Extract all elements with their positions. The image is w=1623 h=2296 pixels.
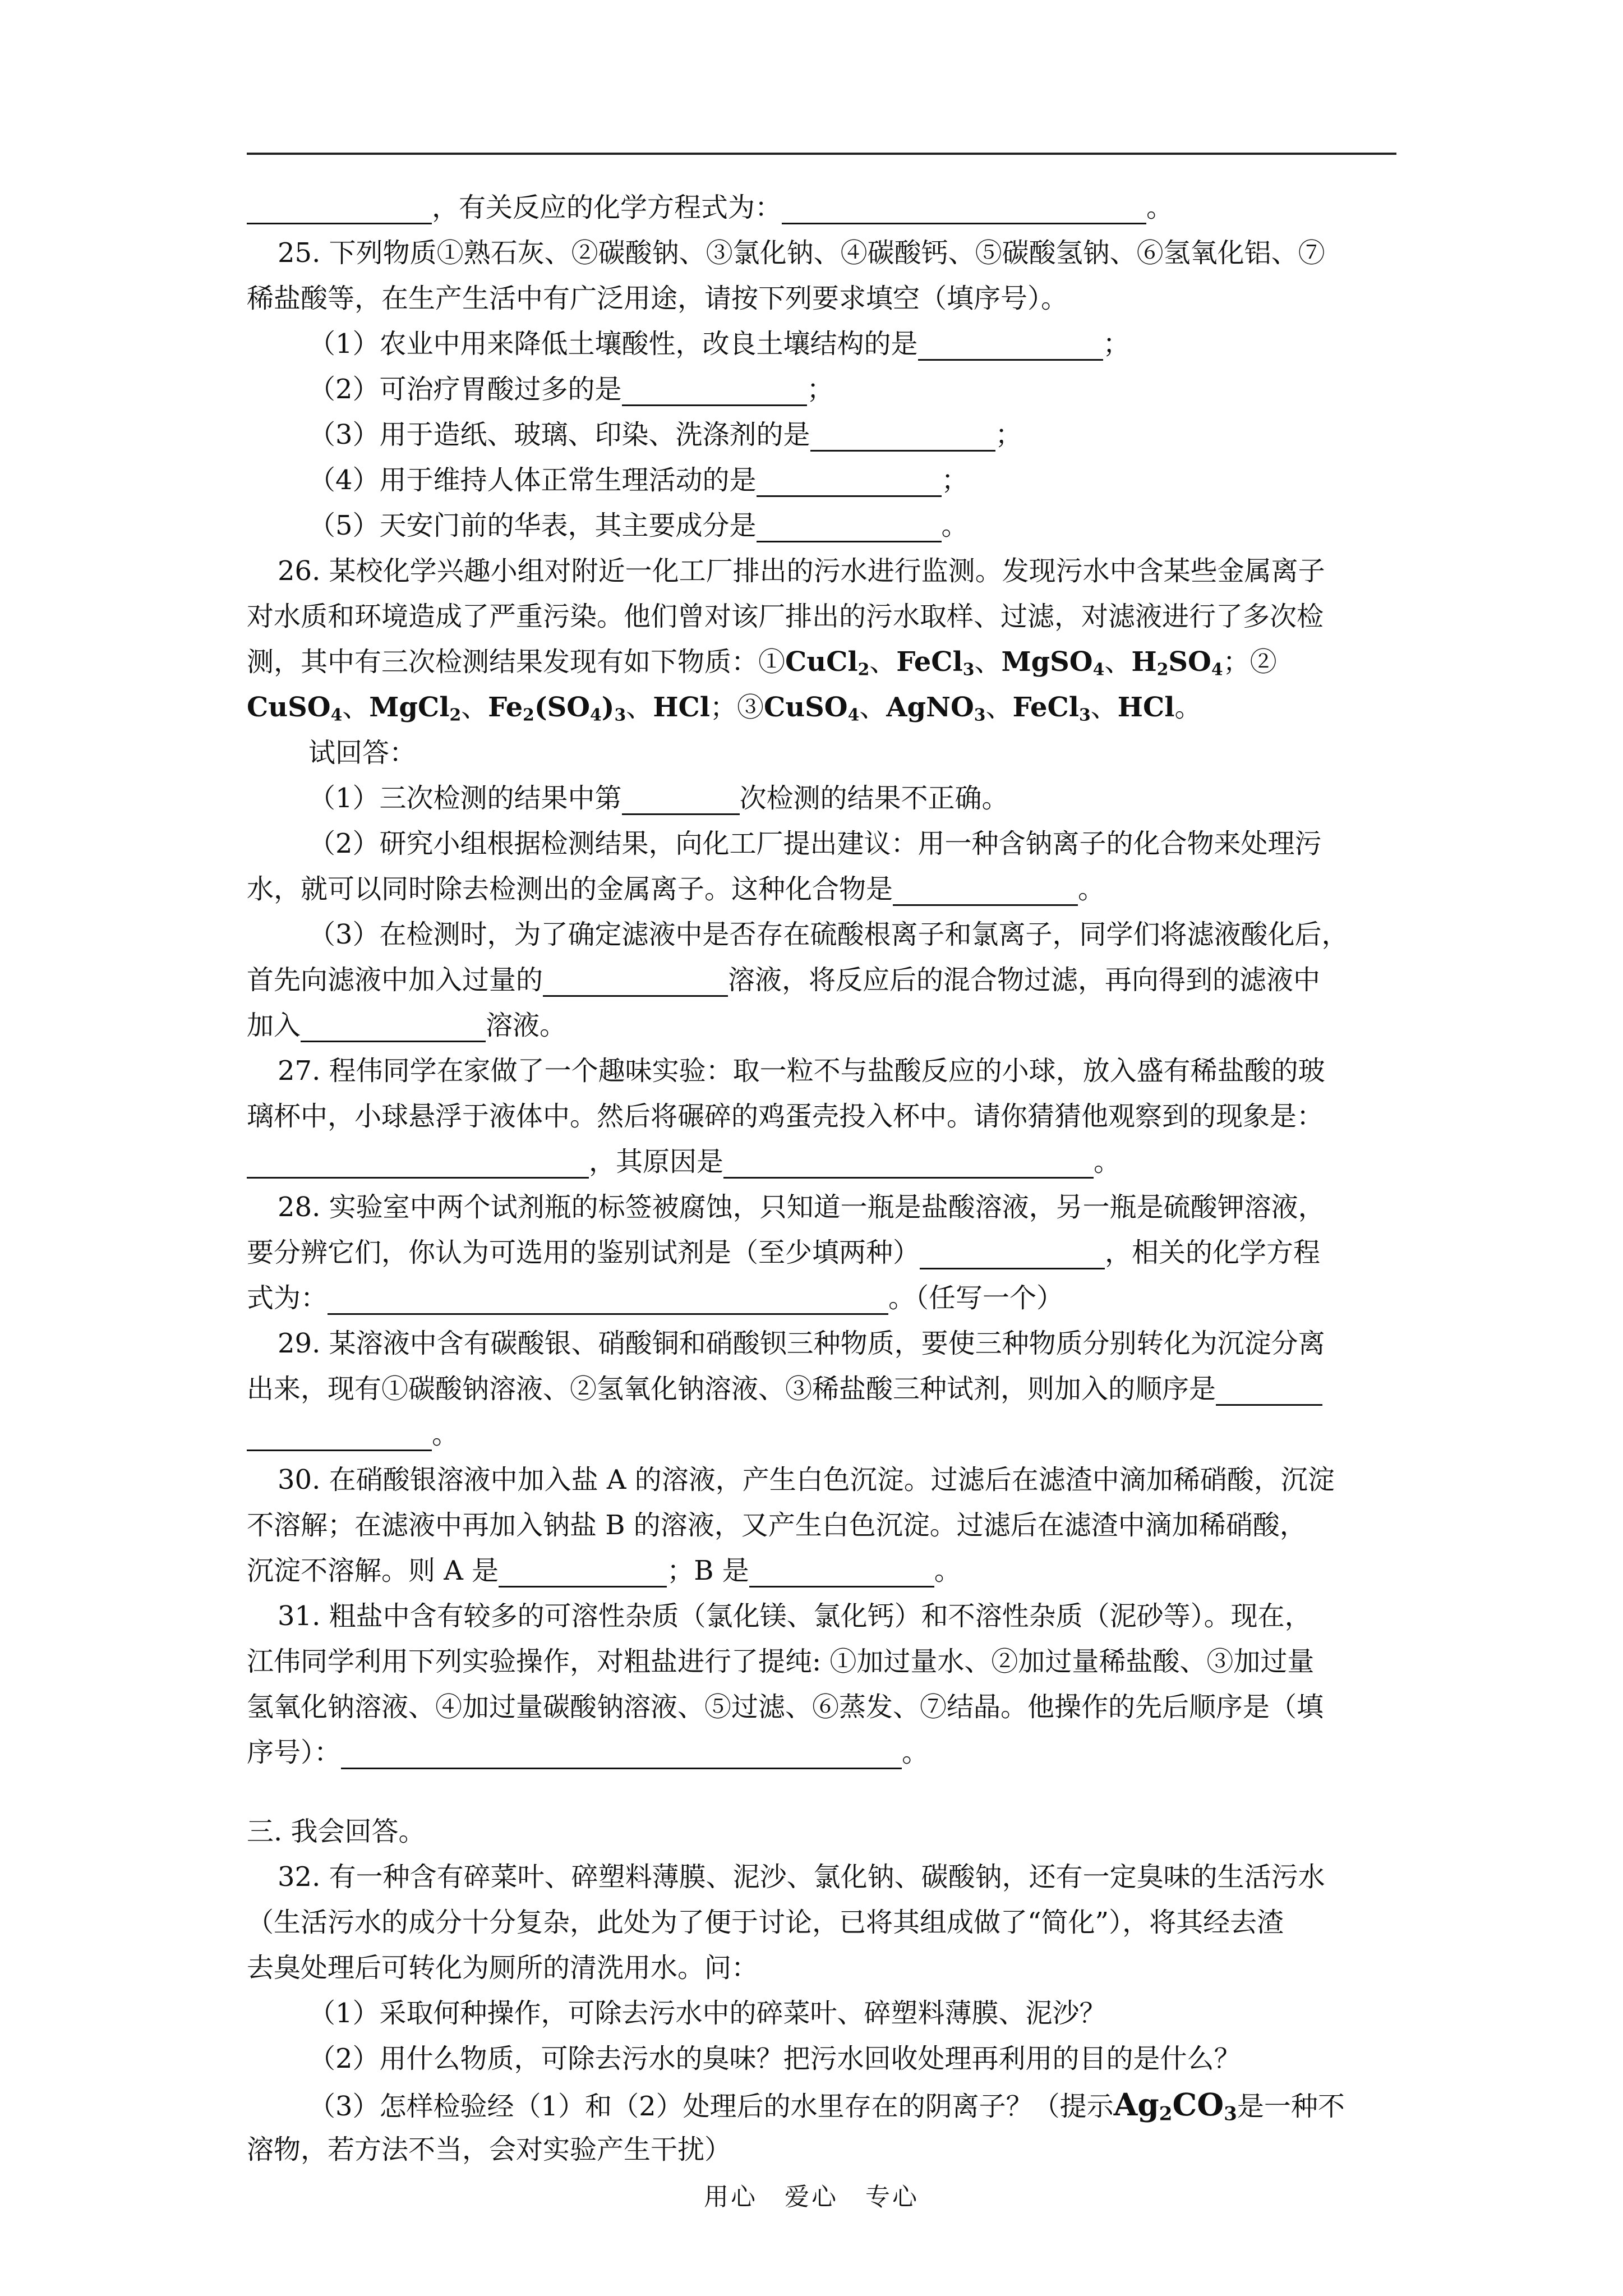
q28-line3: 式为： 。（任写一个） [247,1276,1396,1321]
q32-sub1: （1）采取何种操作，可除去污水中的碎菜叶、碎塑料薄膜、泥沙？ [308,1998,1106,2029]
q27-line1: 27. 程伟同学在家做了一个趣味实验：取一粒不与盐酸反应的小球，放入盛有稀盐酸的玻 [278,1055,1325,1087]
answer-blank[interactable] [247,1144,589,1179]
q32-sub3-line2: 溶物，若方法不当，会对实验产生干扰） [247,2134,732,2165]
answer-blank[interactable] [499,1553,667,1588]
q31-line4: 序号）： 。 [247,1730,1396,1775]
q30-line3: 沉淀不溶解。则 A 是 ；B 是 。 [247,1548,1396,1594]
q27-line2: 璃杯中，小球悬浮于液体中。然后将碾碎的鸡蛋壳投入杯中。请你猜猜他观察到的现象是： [247,1101,1324,1132]
q32-line2: （生活污水的成分十分复杂，此处为了便于讨论，已将其组成做了“简化”），将其经去渣 [247,1907,1284,1938]
q31-line3: 氢氧化钠溶液、④加过量碳酸钠溶液、⑤过滤、⑥蒸发、⑦结晶。他操作的先后顺序是（填 [247,1691,1324,1723]
answer-blank[interactable] [622,781,740,815]
q26-a2-line2: 水，就可以同时除去检测出的金属离子。这种化合物是 。 [247,867,1396,912]
q25-item-3: （3）用于造纸、玻璃、印染、洗涤剂的是 ； [247,412,1396,458]
q30-line2: 不溶解；在滤液中再加入钠盐 B 的溶液，又产生白色沉淀。过滤后在滤渣中滴加稀硝酸， [247,1510,1307,1541]
answer-blank[interactable] [918,326,1103,361]
header-rule [247,153,1396,155]
q31-line2: 江伟同学利用下列实验操作，对粗盐进行了提纯: ①加过量水、②加过量稀盐酸、③加过量 [247,1646,1315,1677]
q25-line2: 稀盐酸等，在生产生活中有广泛用途，请按下列要求填空（填序号）。 [247,283,1068,314]
answer-blank[interactable] [893,872,1078,906]
q26-line3: 测，其中有三次检测结果发现有如下物质：①CuCl$_2$、FeCl$_3$、MgSO$_4$、$H_2SO_4$；② [247,646,1277,680]
q26-a3-line1: （3）在检测时，为了确定滤液中是否存在硫酸根离子和氯离子，同学们将滤液酸化后， [308,919,1349,950]
answer-blank[interactable] [757,463,942,497]
q25-item-5: （5）天安门前的华表，其主要成分是 。 [247,503,1396,549]
answer-blank[interactable] [301,1008,486,1042]
answer-blank[interactable] [622,372,807,406]
q26-a2-line1: （2）研究小组根据检测结果，向化工厂提出建议：用一种含钠离子的化合物来处理污 [308,828,1322,859]
answer-blank[interactable] [247,1417,432,1451]
q25-item-4: （4）用于维持人体正常生理活动的是 ； [247,458,1396,503]
q32-sub2: （2）用什么物质，可除去污水的臭味？把污水回收处理再利用的目的是什么？ [308,2043,1241,2074]
answer-blank[interactable] [328,1281,888,1315]
q26-line1: 26. 某校化学兴趣小组对附近一化工厂排出的污水进行监测。发现污水中含某些金属离子 [278,555,1325,587]
answer-blank[interactable] [810,417,995,452]
q28-line2: 要分辨它们，你认为可选用的鉴别试剂是（至少填两种） ，相关的化学方程 [247,1230,1396,1276]
answer-blank[interactable] [543,963,728,997]
page-footer: 用心 爱心 专心 [704,2183,919,2211]
q29-line1: 29. 某溶液中含有碳酸银、硝酸铜和硝酸钡三种物质，要使三种物质分别转化为沉淀分离 [278,1328,1325,1359]
q26-try: 试回答： [308,737,417,769]
q29-line2: 出来，现有①碳酸钠溶液、②氢氧化钠溶液、③稀盐酸三种试剂，则加入的顺序是 [247,1366,1396,1412]
spacer [247,1775,1396,1809]
answer-blank[interactable] [757,508,942,542]
q26-line2: 对水质和环境造成了严重污染。他们曾对该厂排出的污水取样、过滤，对滤液进行了多次检 [247,601,1324,632]
q32-line3: 去臭处理后可转化为厕所的清洗用水。问： [247,1952,759,1984]
q26-a3-line2: 首先向滤液中加入过量的 溶液，将反应后的混合物过滤，再向得到的滤液中 [247,958,1396,1003]
q26-a1: （1）三次检测的结果中第 次检测的结果不正确。 [247,776,1396,821]
answer-blank[interactable] [920,1235,1105,1269]
answer-blank[interactable] [341,1735,902,1769]
q29-line3: 。 [247,1412,1396,1457]
answer-blank[interactable] [782,190,1146,224]
answer-blank[interactable] [1216,1372,1322,1406]
q26-line4: CuSO$_4$、MgCl$_2$、$Fe_2(SO_4)_3$、HCl；③CuSO$_4$、AgNO$_3$、FeCl$_3$、HCl。 [247,692,1202,725]
q27-line3: ，其原因是 。 [247,1139,1396,1185]
q32-line1: 32. 有一种含有碎菜叶、碎塑料薄膜、泥沙、氯化钠、碳酸钠，还有一定臭味的生活污水 [278,1861,1325,1893]
section-heading: 三. 我会回答。 [247,1816,426,1847]
q31-line1: 31. 粗盐中含有较多的可溶性杂质（氯化镁、氯化钙）和不溶性杂质（泥砂等）。现在， [278,1600,1312,1632]
document-body [247,185,1396,2173]
q26-a3-line3: 加入 溶液。 [247,1003,1396,1048]
q24-continuation: ，有关反应的化学方程式为： 。 [247,185,1396,231]
q30-line1: 30. 在硝酸银溶液中加入盐 A 的溶液，产生白色沉淀。过滤后在滤渣中滴加稀硝酸，沉淀 [278,1464,1335,1496]
answer-blank[interactable] [247,190,432,224]
answer-blank[interactable] [723,1144,1094,1179]
q25-line1: 25. 下列物质①熟石灰、②碳酸钠、③氯化钠、④碳酸钙、⑤碳酸氢钠、⑥氢氧化铝、⑦ [278,237,1325,269]
q32-sub3: （3）怎样检验经（1）和（2）处理后的水里存在的阴离子？（提示$Ag_2CO_3$是一种不 [308,2086,1345,2125]
q25-item-2: （2）可治疗胃酸过多的是 ； [247,367,1396,412]
q25-item-1: （1）农业中用来降低土壤酸性，改良土壤结构的是 ； [247,321,1396,367]
q28-line1: 28. 实验室中两个试剂瓶的标签被腐蚀，只知道一瓶是盐酸溶液，另一瓶是硫酸钾溶液， [278,1191,1325,1223]
answer-blank[interactable] [749,1553,934,1588]
